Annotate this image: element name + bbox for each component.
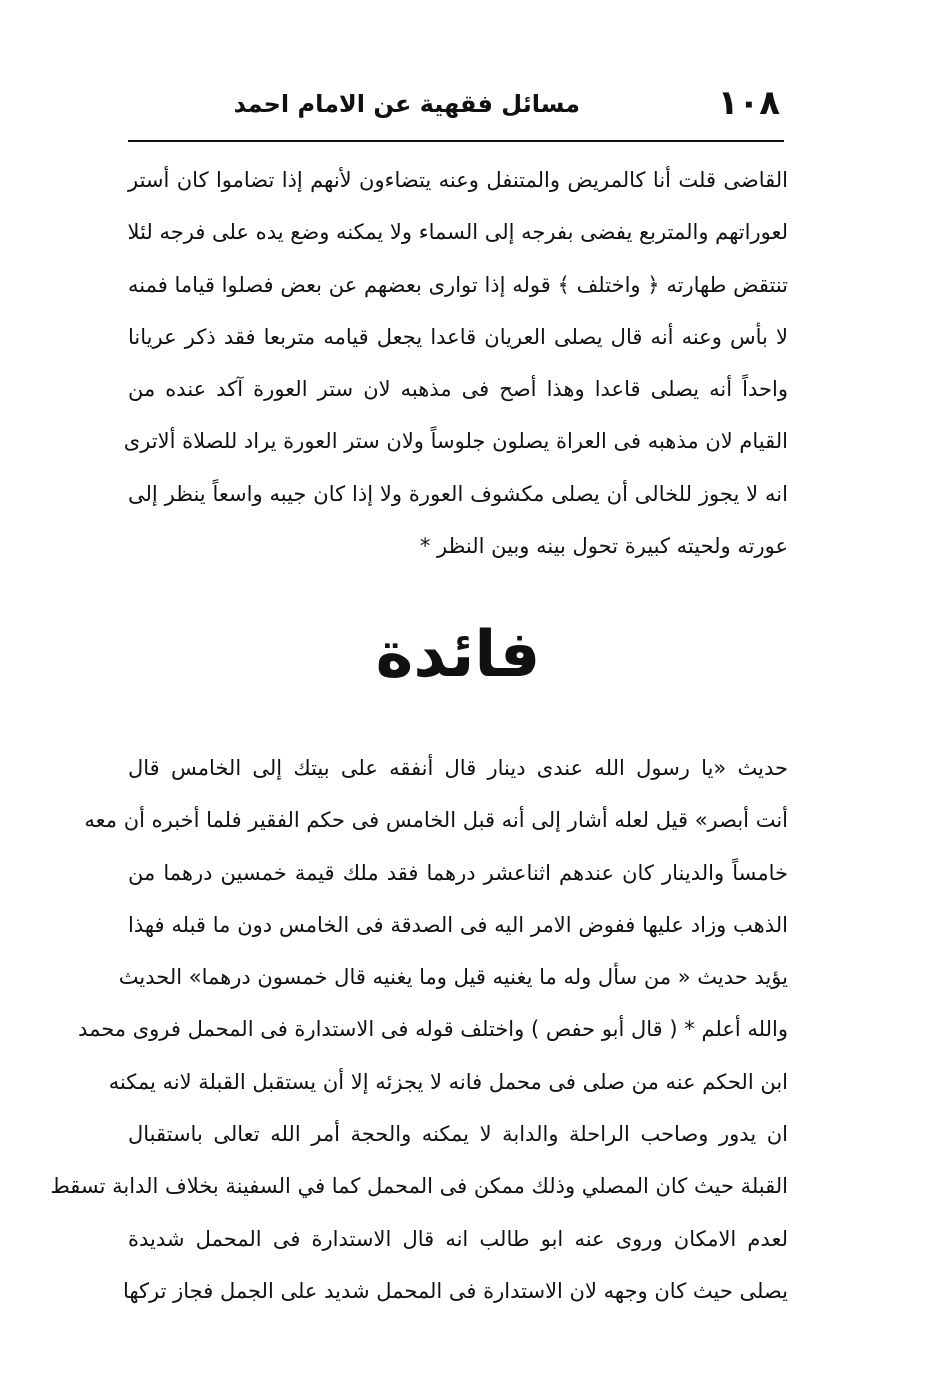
running-title: مسائل فقهية عن الامام احمد	[233, 90, 580, 118]
text-line: انه لا يجوز للخالى أن يصلى مكشوف العورة ولا إذا كان جيبه واسعاً ينظر إلى	[128, 481, 788, 506]
text-line: والله أعلم * ( قال أبو حفص ) واختلف قوله فى الاستدارة فى المحمل فروى محمد	[78, 1017, 788, 1042]
text-line: لا بأس وعنه أنه قال يصلى العريان قاعدا يجعل قيامه متربعا فقد ذكر عريانا	[128, 324, 788, 349]
page-header	[130, 78, 780, 128]
text-line: ابن الحكم عنه من صلى فى محمل فانه لا يجزئه إلا أن يستقبل القبلة لانه يمكنه	[108, 1069, 788, 1094]
text-line: القاضى قلت أنا كالمريض والمتنفل وعنه يتضاءون لأنهم إذا تضاموا كان أستر	[128, 168, 788, 192]
section-1-text	[123, 154, 788, 572]
text-line: القبلة حيث كان المصلي وذلك ممكن فى المحمل كما في السفينة بخلاف الدابة تسقط	[50, 1174, 788, 1199]
text-line: الذهب وزاد عليها ففوض الامر اليه فى الصدقة فى الخامس دون ما قبله فهذا	[128, 912, 788, 937]
text-line: القيام لان مذهبه فى العراة يصلون جلوساً ولان ستر العورة يراد للصلاة ألاترى	[123, 429, 788, 454]
section-2-text	[50, 742, 788, 1317]
text-line: ان يدور وصاحب الراحلة والدابة لا يمكنه والحجة أمر الله تعالى باستقبال	[128, 1122, 788, 1147]
text-line: تنتقض طهارته ﴿ واختلف ﴾ قوله إذا توارى بعضهم عن بعض فصلوا قياما فمنه	[128, 272, 788, 297]
text-line: يصلى حيث كان وجهه لان الاستدارة فى المحمل شديد على الجمل فجاز تركها	[122, 1278, 788, 1303]
text-line: لعوراتهم والمتربع يفضى بفرجه إلى السماء ولا يمكنه وضع يده على فرجه لئلا	[127, 220, 788, 245]
header-rule	[128, 140, 784, 142]
text-line: عورته ولحيته كبيرة تحول بينه وبين النظر *	[419, 534, 788, 559]
text-line: خامساً والدينار كان عندهم اثناعشر درهما فقد ملك قيمة خمسين درهما من	[128, 860, 788, 885]
text-line: حديث «يا رسول الله عندى دينار قال أنفقه على بيتك إلى الخامس قال	[128, 756, 788, 780]
text-line: واحداً أنه يصلى قاعدا وهذا أصح فى مذهبه لان ستر العورة آكد عنده من	[128, 377, 788, 402]
section-heading: فائدة	[375, 618, 541, 692]
text-line: أنت أبصر» قيل لعله أشار إلى أنه قبل الخامس فى حكم الفقير فلما أخبره أن معه	[84, 808, 788, 833]
page-number: ١٠٨	[717, 83, 780, 123]
text-line: لعدم الامكان وروى عنه ابو طالب انه قال الاستدارة فى المحمل شديدة	[128, 1226, 788, 1251]
text-line: يؤيد حديث « من سأل وله ما يغنيه قيل وما يغنيه قال خمسون درهما» الحديث	[118, 965, 788, 990]
